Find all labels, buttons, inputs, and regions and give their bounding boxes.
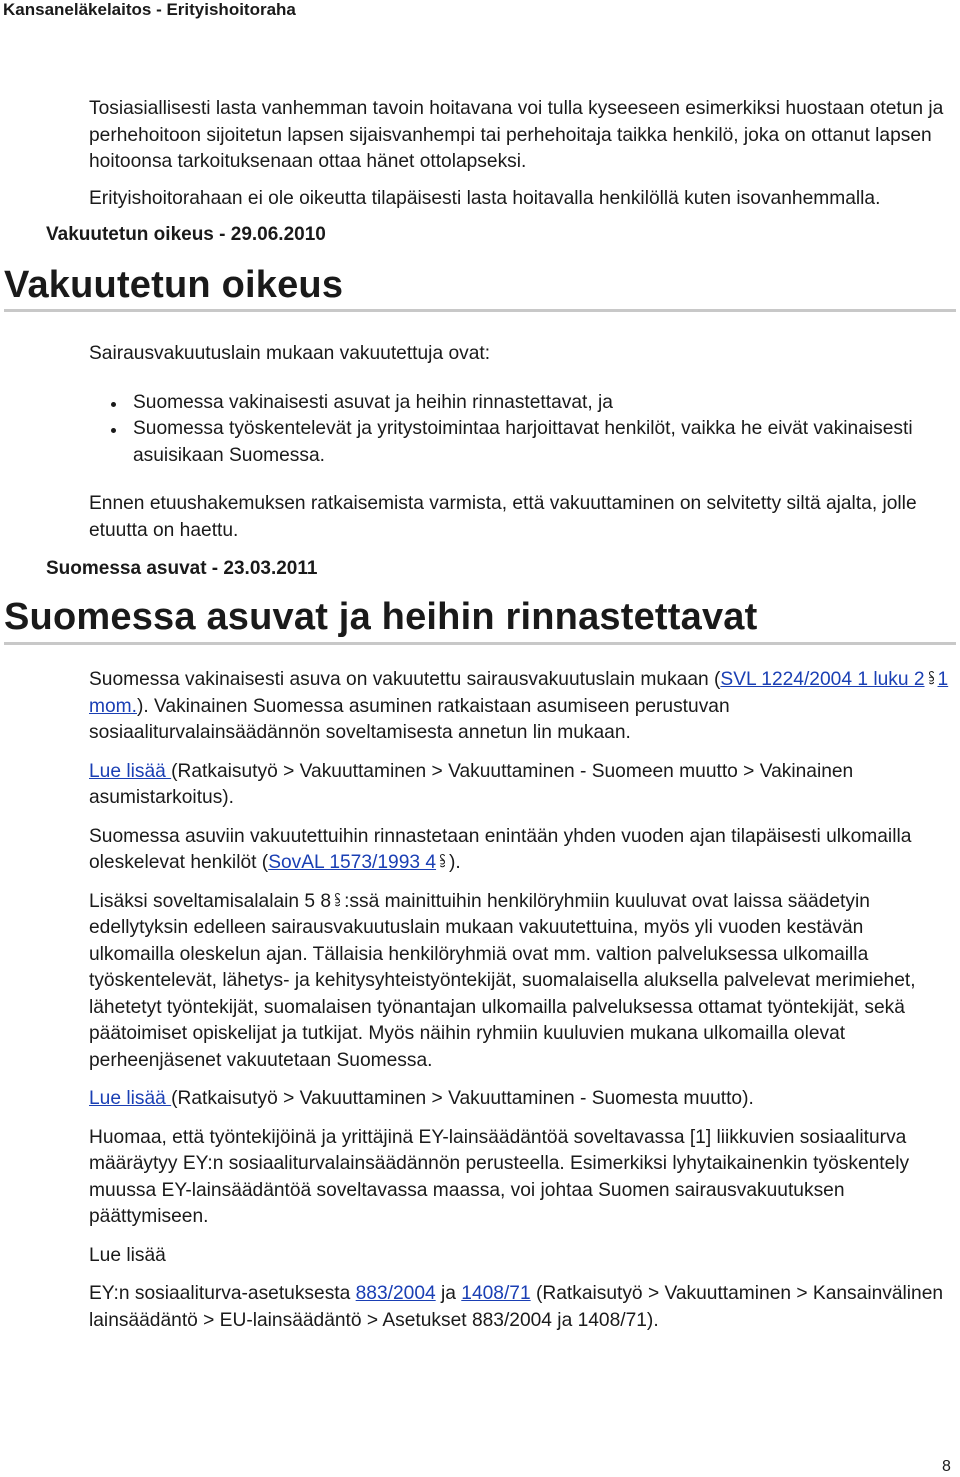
section2-paragraph-4: Lisäksi soveltamisalalain 5 8 :ssä mainittuihin henkilöryhmiin kuuluvat ovat laissa säädetyin edellytyksin edelleen sairausvakuutuslain mukaan vakuutettuina, myös yli vuoden kestävän ulkomailla oleskelun ajan. Tällaisia henkilöryhmiä ovat mm. valtion palveluksessa ulkomailla työskentelevät, lähetys- ja kehitysyhteistyöntekijät, suomalaisella aluksella palvelevat merimiehet, lähetetyt työntekijät, suomalaisen työnantajan ulkomailla palveluksessa ottamat työntekijät, sekä päätoimiset opiskelijat ja tutkijat. Myös näihin ryhmiin kuuluvien mukana ulkomailla olevat perheenjäsenet vakuutetaan Suomessa. [89,890,916,1071]
page-number: 8 [942,1458,951,1475]
section-mark-icon [439,853,446,870]
read-more-link-2[interactable]: Lue lisää [89,1088,172,1109]
document-body [0,96,960,1334]
section-mark-icon [928,670,935,687]
section2-paragraph-5: Lue lisää (Ratkaisutyö > Vakuuttaminen > Vakuuttaminen - Suomesta muutto). [89,1088,754,1109]
svl-law-link[interactable]: SVL 1224/2004 1 luku 2 [720,669,925,690]
section-divider [4,309,956,312]
svl-moment-link[interactable]: 1 mom. [89,669,949,717]
section2-paragraph-1: Suomessa vakinaisesti asuva on vakuutettu sairausvakuutuslain mukaan (SVL 1224/2004 1 luku 2 1 mom.). Vakinainen Suomessa asuminen ratkaistaan asumiseen perustuvan sosiaaliturvalainsäädännön soveltamisesta annetun lin mukaan. [89,669,949,743]
regulation-1408-link[interactable]: 1408/71 [461,1283,531,1304]
section2-paragraph-3: Suomessa asuviin vakuutettuihin rinnastetaan enintään yhden vuoden ajan tilapäisesti ulkomailla oleskelevat henkilöt (SovAL 1573/1993 4 ). [89,825,912,873]
section-divider [4,642,956,645]
intro-paragraph-2: Erityishoitorahaan ei ole oikeutta tilapäisesti lasta hoitavalla henkilöllä kuten isovanhemmalla. [89,187,881,209]
regulation-883-link[interactable]: 883/2004 [355,1283,436,1304]
insured-list [108,390,928,470]
section2-paragraph-8: EY:n sosiaaliturva-asetuksesta 883/2004 ja 1408/71 (Ratkaisutyö > Vakuuttaminen > Kansainvälinen lainsäädäntö > EU-lainsäädäntö > Asetukset 883/2004 ja 1408/71). [89,1283,944,1331]
updated-date-2: Suomessa asuvat - 23.03.2011 [46,558,318,579]
section2-paragraph-6: Huomaa, että työntekijöinä ja yrittäjinä EY-lainsäädäntöä soveltavassa [1] liikkuvien sosiaaliturva määräytyy EY:n sosiaaliturvalainsäädännön perusteella. Esimerkiksi lyhytaikainenkin työskentely muussa EY-lainsäädäntöä soveltavassa maassa, voi johtaa Suomen sairausvakuutuksen päättymiseen. [89,1126,910,1227]
read-more-text: Lue lisää [89,1244,166,1266]
bullet-icon [111,428,116,433]
section1-paragraph-2: Ennen etuushakemuksen ratkaisemista varmista, että vakuuttaminen on selvitetty siltä ajalta, jolle etuutta on haettu. [89,493,917,541]
soval-law-link[interactable]: SovAL 1573/1993 4 [268,852,437,873]
list-item: Suomessa vakinaisesti asuvat ja heihin rinnastettavat, ja [108,390,928,417]
list-item: Suomessa työskentelevät ja yritystoimintaa harjoittavat henkilöt, vaikka he eivät vakinaisesti asuisikaan Suomessa. [108,416,928,469]
section-title-suomessa-asuvat: Suomessa asuvat ja heihin rinnastettavat [4,596,758,638]
document-header: Kansaneläkelaitos - Erityishoitoraha [3,0,296,19]
section-mark-icon [334,892,341,909]
section2-paragraph-2: Lue lisää (Ratkaisutyö > Vakuuttaminen > Vakuuttaminen - Suomeen muutto > Vakinainen asumistarkoitus). [89,760,854,808]
bullet-icon [111,402,116,407]
updated-date-1: Vakuutetun oikeus - 29.06.2010 [46,224,326,245]
read-more-link-1[interactable]: Lue lisää [89,760,172,782]
intro-paragraph-1: Tosiasiallisesti lasta vanhemman tavoin hoitavana voi tulla kyseeseen esimerkiksi huostaan otetun ja perhehoitoon sijoitetun lapsen sijaisvanhempi tai perhehoitaja taikka henkilö, joka on ottanut lapsen hoitoonsa tarkoituksenaan ottaa hänet ottolapseksi. [89,98,944,172]
section1-paragraph-1: Sairausvakuutuslain mukaan vakuutettuja ovat: [89,343,491,364]
section-title-vakuutetun-oikeus: Vakuutetun oikeus [4,264,344,306]
